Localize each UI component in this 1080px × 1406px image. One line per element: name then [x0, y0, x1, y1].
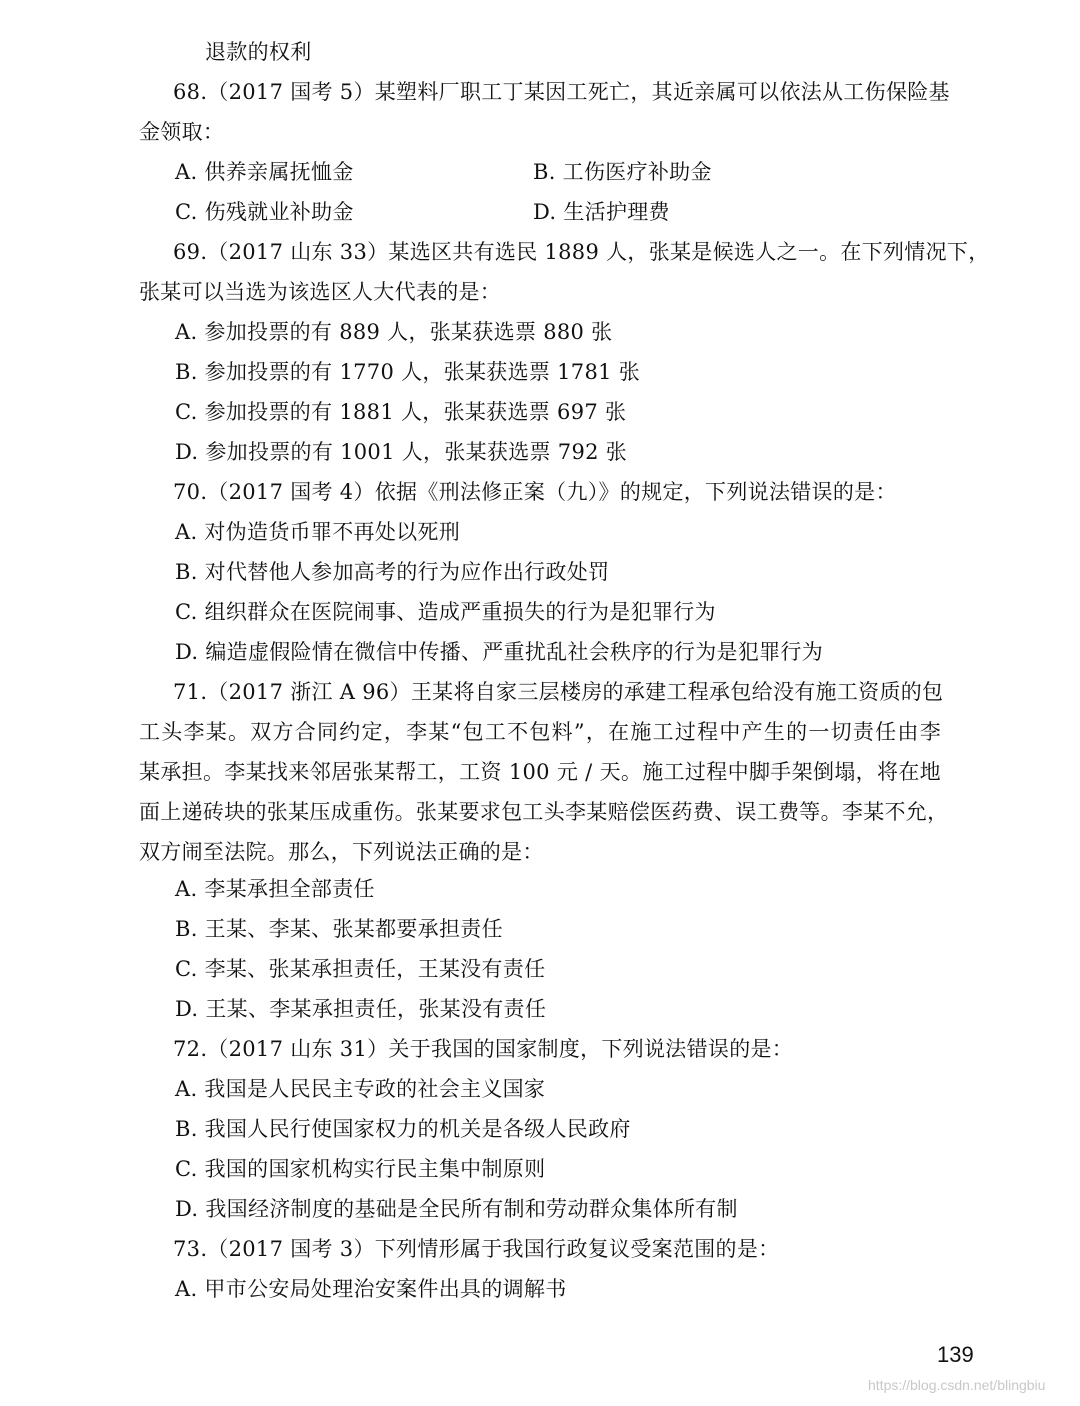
question-68-stem-line2: 金领取：	[139, 120, 225, 144]
question-69-option-d: D. 参加投票的有 1001 人，张某获选票 792 张	[175, 440, 628, 464]
question-69-option-a: A. 参加投票的有 889 人，张某获选票 880 张	[175, 320, 613, 344]
question-71-stem-line5: 双方闹至法院。那么，下列说法正确的是：	[139, 840, 544, 864]
question-70-option-d: D. 编造虚假险情在微信中传播、严重扰乱社会秩序的行为是犯罪行为	[175, 640, 824, 664]
question-68-option-a: A. 供养亲属抚恤金	[175, 160, 354, 184]
page-number: 139	[937, 1342, 974, 1367]
question-71-option-a: A. 李某承担全部责任	[175, 877, 375, 901]
watermark-text: https://blog.csdn.net/blingbiu	[868, 1377, 1046, 1393]
question-72-option-a: A. 我国是人民民主专政的社会主义国家	[175, 1077, 546, 1101]
question-68-option-b: B. 工伤医疗补助金	[533, 160, 712, 184]
question-70-option-b: B. 对代替他人参加高考的行为应作出行政处罚	[175, 560, 610, 584]
question-69-stem-line1: 69.（2017 山东 33）某选区共有选民 1889 人，张某是候选人之一。在下列情况下，	[173, 240, 990, 264]
question-71-option-d: D. 王某、李某承担责任，张某没有责任	[175, 997, 547, 1021]
question-69-option-c: C. 参加投票的有 1881 人，张某获选票 697 张	[175, 400, 627, 424]
question-71-stem-line1: 71.（2017 浙江 A 96）王某将自家三层楼房的承建工程承包给没有施工资质的包	[173, 680, 944, 704]
continuation-text: 退款的权利	[205, 40, 312, 64]
question-70-option-c: C. 组织群众在医院闹事、造成严重损失的行为是犯罪行为	[175, 600, 716, 624]
question-71-stem-line4: 面上递砖块的张某压成重伤。张某要求包工头李某赔偿医药费、误工费等。李某不允，	[139, 800, 949, 824]
question-68-stem-line1: 68.（2017 国考 5）某塑料厂职工丁某因工死亡，其近亲属可以依法从工伤保险基	[173, 80, 950, 104]
question-72-stem: 72.（2017 山东 31）关于我国的国家制度，下列说法错误的是：	[173, 1037, 794, 1061]
question-71-stem-line2: 工头李某。双方合同约定，李某“包工不包料”，在施工过程中产生的一切责任由李	[139, 720, 941, 744]
question-73-stem: 73.（2017 国考 3）下列情形属于我国行政复议受案范围的是：	[173, 1237, 780, 1261]
question-69-option-b: B. 参加投票的有 1770 人，张某获选票 1781 张	[175, 360, 641, 384]
question-70-option-a: A. 对伪造货币罪不再处以死刑	[175, 520, 461, 544]
question-69-stem-line2: 张某可以当选为该选区人大代表的是：	[139, 280, 502, 304]
question-71-stem-line3: 某承担。李某找来邻居张某帮工，工资 100 元 / 天。施工过程中脚手架倒塌，将在地	[139, 760, 941, 784]
question-73-option-a: A. 甲市公安局处理治安案件出具的调解书	[175, 1277, 567, 1301]
question-72-option-c: C. 我国的国家机构实行民主集中制原则	[175, 1157, 546, 1181]
question-71-option-b: B. 王某、李某、张某都要承担责任	[175, 917, 503, 941]
question-72-option-d: D. 我国经济制度的基础是全民所有制和劳动群众集体所有制	[175, 1197, 738, 1221]
question-68-option-c: C. 伤残就业补助金	[175, 200, 354, 224]
question-72-option-b: B. 我国人民行使国家权力的机关是各级人民政府	[175, 1117, 631, 1141]
question-71-option-c: C. 李某、张某承担责任，王某没有责任	[175, 957, 546, 981]
question-68-option-d: D. 生活护理费	[533, 200, 670, 224]
question-70-stem: 70.（2017 国考 4）依据《刑法修正案（九）》的规定，下列说法错误的是：	[173, 480, 897, 504]
